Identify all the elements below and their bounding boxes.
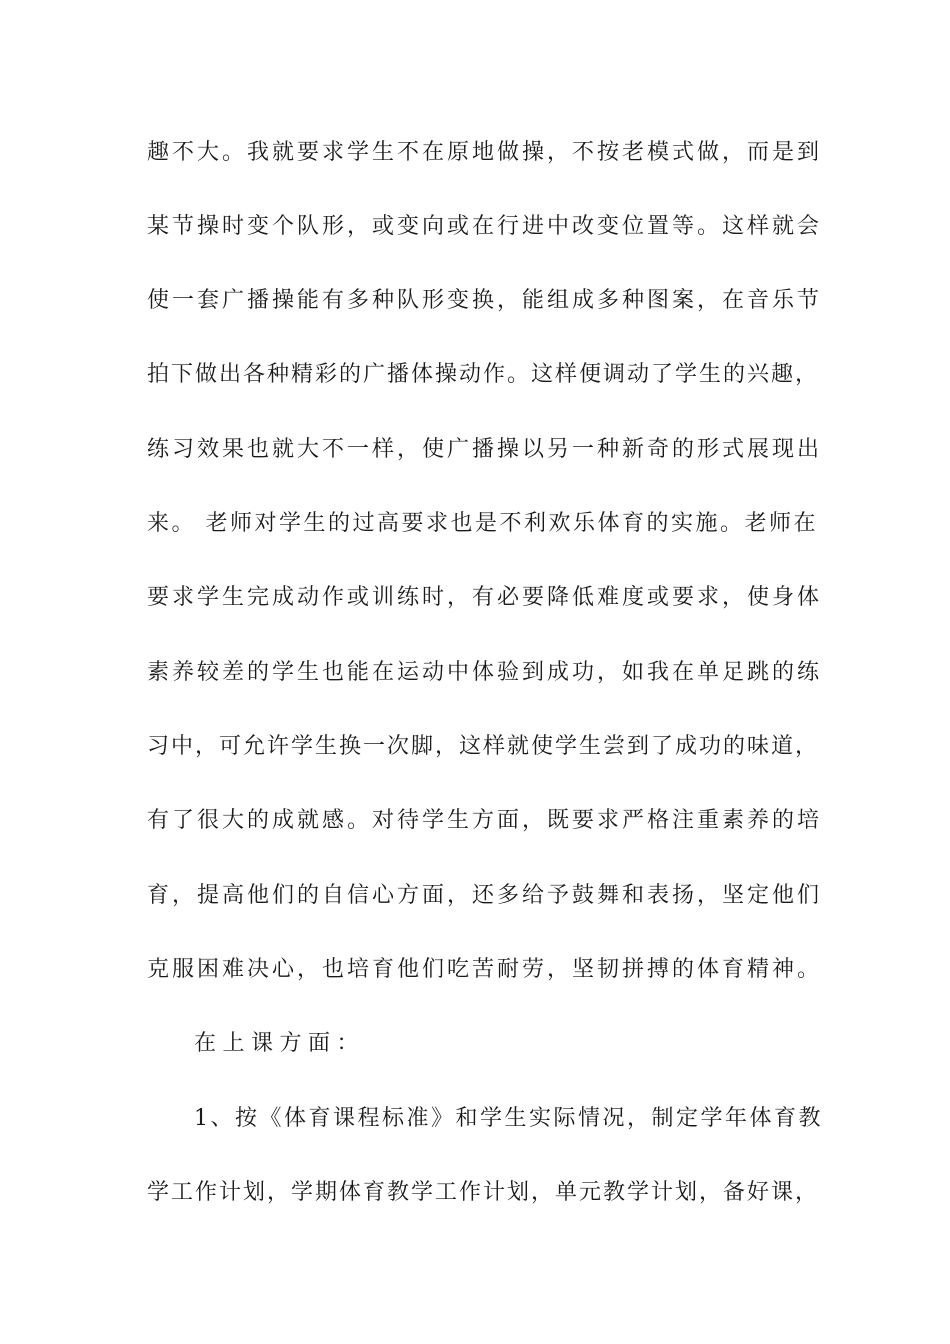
text-line: 来。 老师对学生的过高要求也是不利欢乐体育的实施。老师在 — [147, 511, 818, 536]
text-line: 练习效果也就大不一样，使广播操以另一种新奇的形式展现出 — [147, 437, 823, 462]
text-line: 使一套广播操能有多种队形变换，能组成多种图案，在音乐节 — [147, 288, 823, 313]
text-line: 习中，可允许学生换一次脚，这样就使学生尝到了成功的味道， — [147, 734, 820, 759]
text-line: 要求学生完成动作或训练时，有必要降低难度或要求，使身体 — [147, 585, 823, 610]
text-line: 趣不大。我就要求学生不在原地做操，不按老模式做，而是到 — [147, 140, 823, 165]
text-line: 克服困难决心，也培育他们吃苦耐劳，坚韧拼搏的体育精神。 — [147, 957, 823, 982]
text-line: 拍下做出各种精彩的广播体操动作。这样便调动了学生的兴趣， — [147, 362, 820, 387]
text-line: 1、按《体育课程标准》和学生实际情况，制定学年体育教 — [194, 1106, 823, 1131]
text-line: 素养较差的学生也能在运动中体验到成功，如我在单足跳的练 — [147, 660, 823, 685]
text-line: 育，提高他们的自信心方面，还多给予鼓舞和表扬，坚定他们 — [147, 883, 823, 908]
text-line: 学工作计划，学期体育教学工作计划，单元教学计划，备好课， — [147, 1180, 820, 1205]
text-line: 有了很大的成就感。对待学生方面，既要求严格注重素养的培 — [147, 808, 823, 833]
text-line: 某节操时变个队形，或变向或在行进中改变位置等。这样就会 — [147, 214, 823, 239]
section-heading: 在上课方面： — [194, 1031, 366, 1056]
